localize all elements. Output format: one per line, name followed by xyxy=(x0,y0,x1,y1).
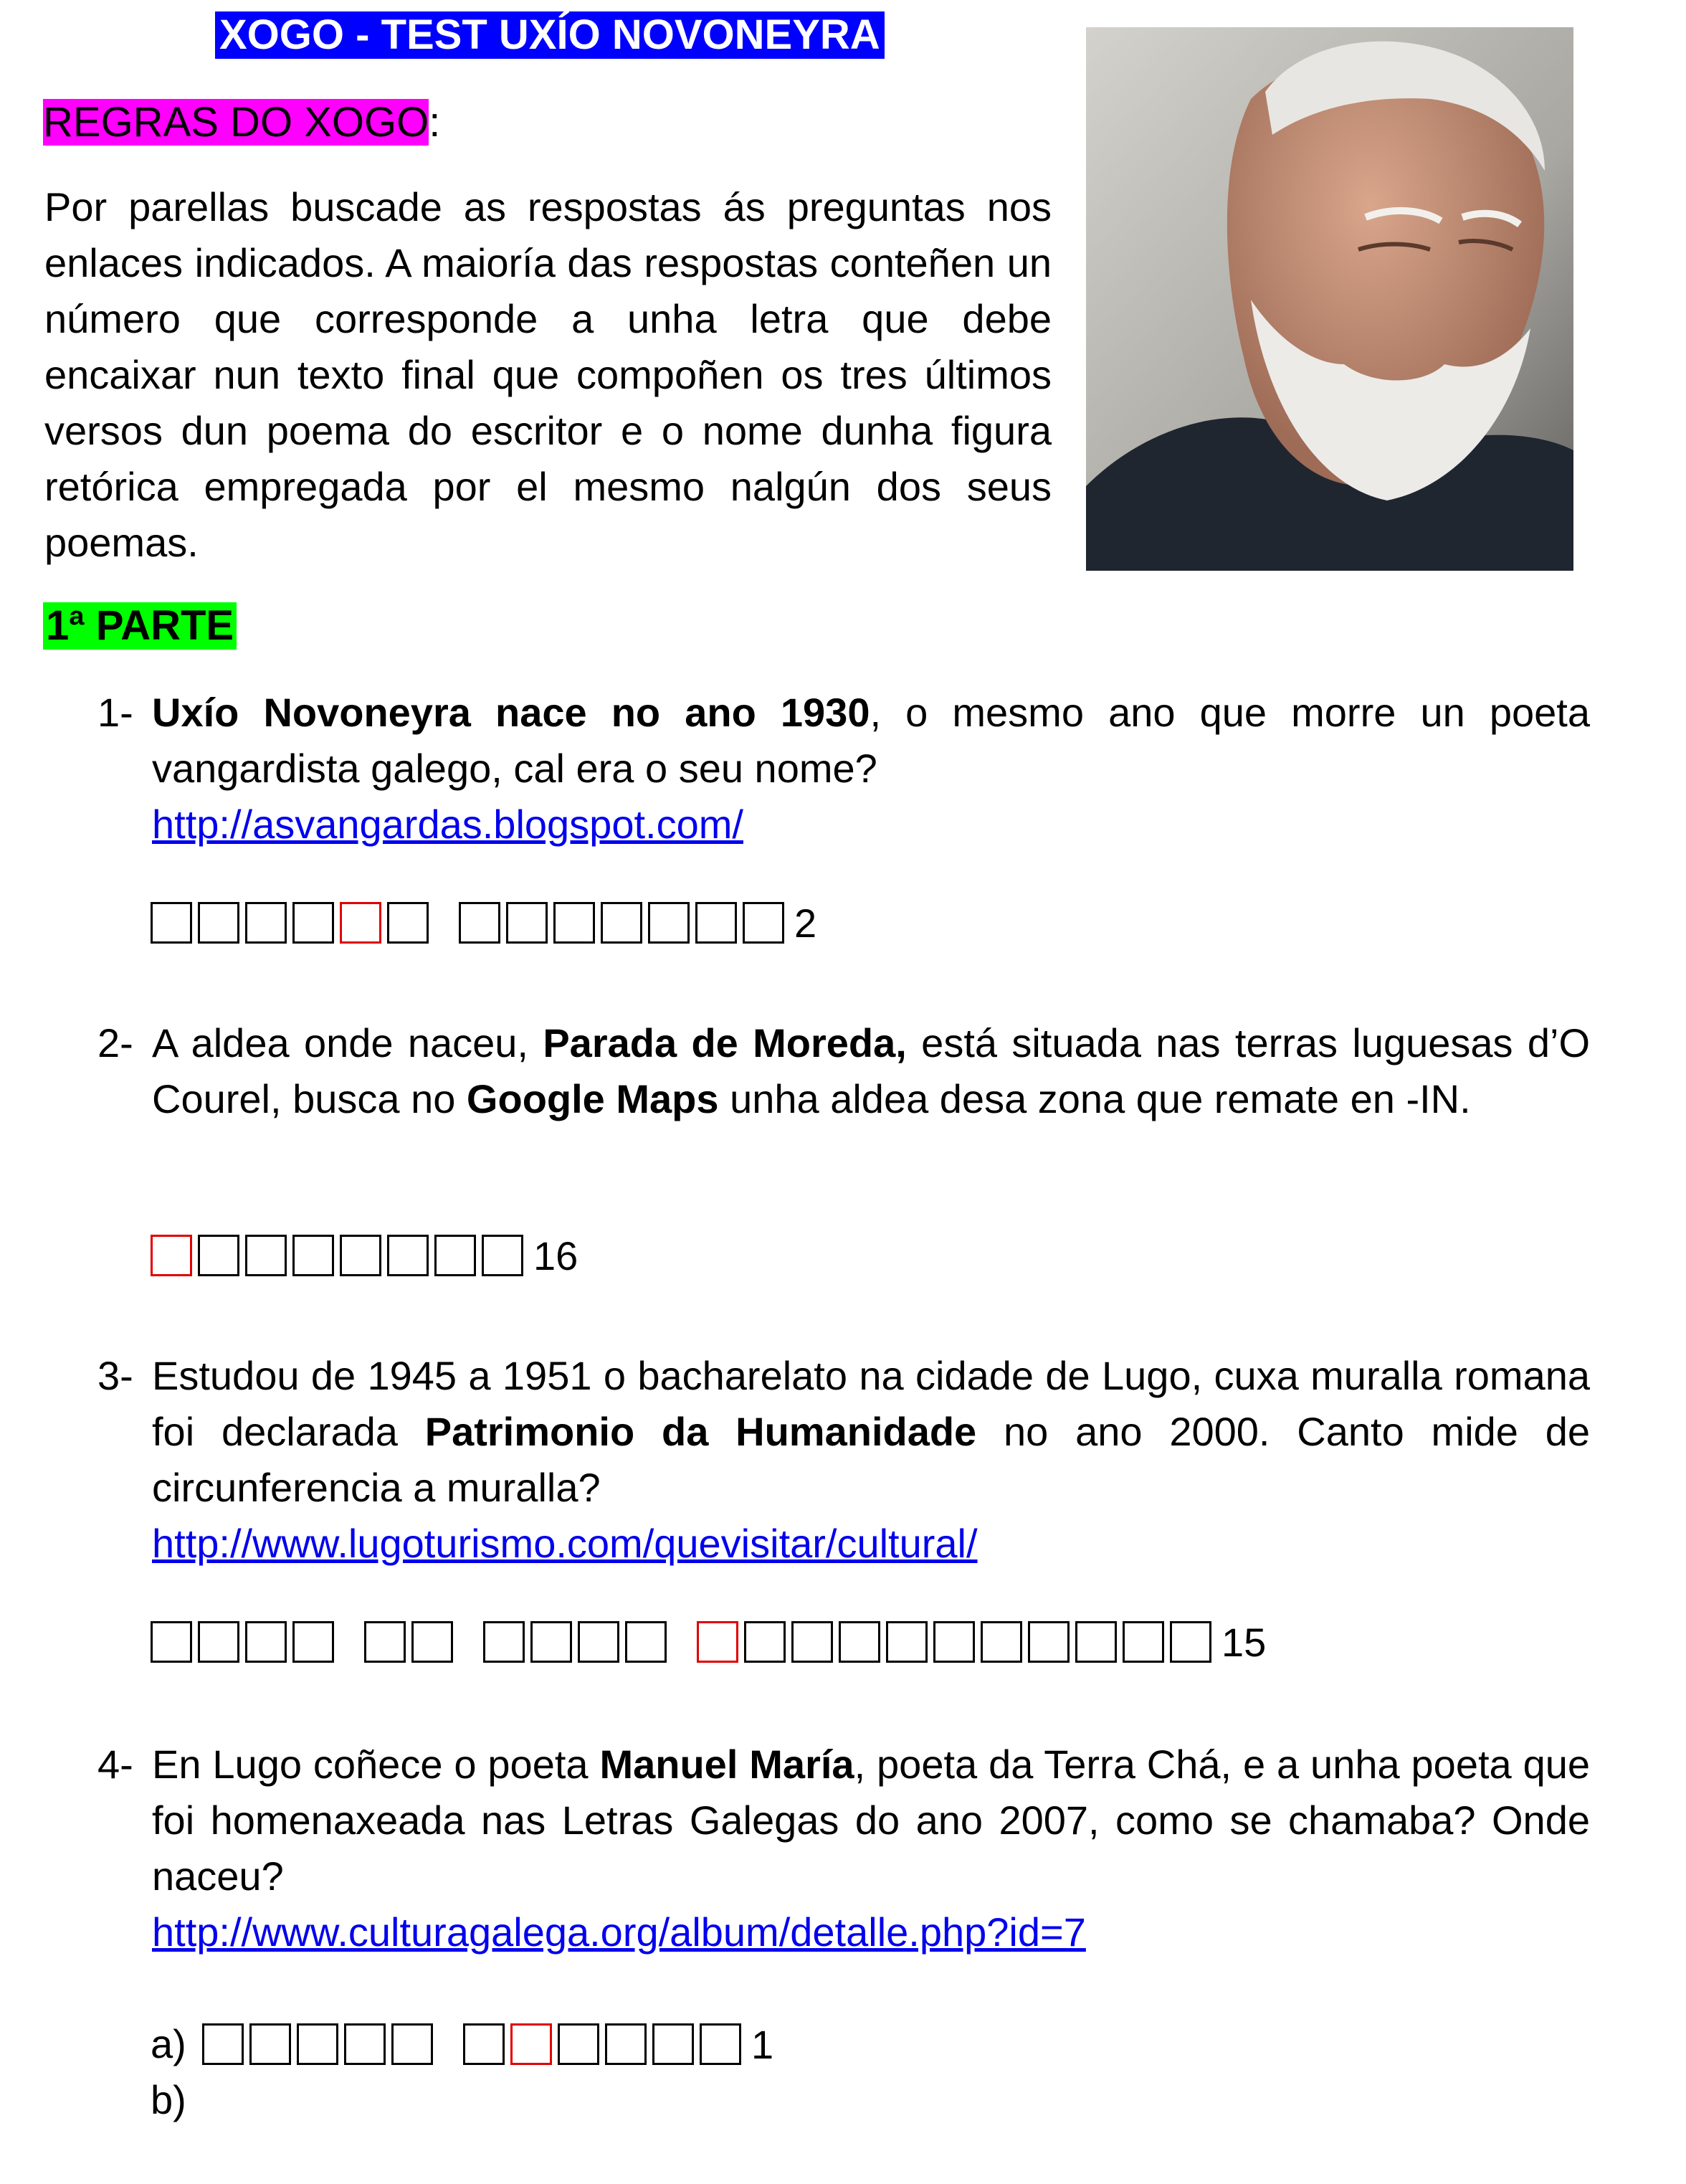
letter-box[interactable] xyxy=(839,1621,880,1663)
letter-box[interactable] xyxy=(198,902,239,944)
letter-box[interactable] xyxy=(482,1235,523,1276)
letter-box[interactable] xyxy=(364,1621,406,1663)
letter-box[interactable] xyxy=(387,902,429,944)
question-body: , o mesmo ano que morre un poeta vangardista galego, cal era o seu nome? xyxy=(152,690,1590,791)
author-photo xyxy=(1086,27,1573,571)
page-title: XOGO - TEST UXÍO NOVONEYRA xyxy=(215,11,885,59)
answer-number: 16 xyxy=(533,1233,578,1278)
letter-box[interactable] xyxy=(530,1621,572,1663)
letter-box[interactable] xyxy=(553,902,595,944)
question-bold: Uxío Novoneyra nace no ano 1930 xyxy=(152,690,870,735)
question-bold: Parada de Moreda, xyxy=(543,1020,907,1065)
question-1 xyxy=(97,685,1590,853)
question-body: Estudou de 1945 a 1951 o bacharelato na cidade de Lugo, cuxa muralla romana foi declarada xyxy=(152,1353,1590,1454)
letter-box[interactable] xyxy=(744,1621,786,1663)
letter-box[interactable] xyxy=(387,1235,429,1276)
letter-box[interactable] xyxy=(695,902,737,944)
letter-box[interactable] xyxy=(743,902,784,944)
letter-box[interactable] xyxy=(652,2023,694,2065)
question-number: 4- xyxy=(97,1742,133,1787)
question-link[interactable]: http://www.culturagalega.org/album/detalle.php?id=7 xyxy=(152,1909,1086,1955)
letter-box[interactable] xyxy=(434,1235,476,1276)
answer-boxes-1 xyxy=(151,898,816,947)
question-body: , poeta da Terra Chá, e a unha poeta que foi homenaxeada nas Letras Galegas do ano 2007, como se chamaba? Onde naceu? xyxy=(152,1742,1591,1899)
letter-box[interactable] xyxy=(700,2023,741,2065)
question-bold: Manuel María xyxy=(599,1742,854,1787)
letter-box[interactable] xyxy=(344,2023,386,2065)
rules-heading-line xyxy=(43,99,440,146)
question-body: unha aldea desa zona que remate en -IN. xyxy=(718,1076,1471,1121)
letter-box[interactable] xyxy=(245,1621,287,1663)
letter-box[interactable] xyxy=(1170,1621,1211,1663)
answer-number: 1 xyxy=(751,2021,774,2067)
letter-box[interactable] xyxy=(463,2023,505,2065)
question-text xyxy=(152,685,1590,853)
part-label: 1ª PARTE xyxy=(43,602,237,650)
letter-box[interactable] xyxy=(391,2023,433,2065)
question-body: está situada nas terras luguesas d’O Courel, busca no xyxy=(152,1020,1590,1121)
letter-box[interactable] xyxy=(459,902,500,944)
letter-box[interactable] xyxy=(791,1621,833,1663)
question-bold: Google Maps xyxy=(466,1076,719,1121)
question-4 xyxy=(97,1737,1590,1960)
sub-label-b: b) xyxy=(151,2077,186,2122)
letter-box[interactable] xyxy=(558,2023,599,2065)
question-3 xyxy=(97,1348,1590,1572)
question-body: En Lugo coñece o poeta xyxy=(152,1742,600,1787)
question-text xyxy=(152,1348,1590,1572)
letter-box[interactable] xyxy=(202,2023,244,2065)
letter-box[interactable] xyxy=(1123,1621,1164,1663)
portrait-image xyxy=(1086,27,1573,571)
question-body: A aldea onde naceu, xyxy=(152,1020,543,1065)
letter-box[interactable] xyxy=(648,902,690,944)
letter-box[interactable] xyxy=(292,1235,334,1276)
question-2 xyxy=(97,1015,1590,1127)
question-number: 1- xyxy=(97,690,133,735)
letter-box[interactable] xyxy=(151,1621,192,1663)
question-body: no ano 2000. Canto mide de circunferencia a muralla? xyxy=(152,1409,1591,1510)
marked-letter-box[interactable] xyxy=(340,902,381,944)
letter-box[interactable] xyxy=(981,1621,1022,1663)
letter-box[interactable] xyxy=(506,902,548,944)
marked-letter-box[interactable] xyxy=(151,1235,192,1276)
letter-box[interactable] xyxy=(411,1621,453,1663)
answer-number: 2 xyxy=(794,900,817,946)
question-text xyxy=(152,1015,1590,1127)
question-bold: Patrimonio da Humanidade xyxy=(424,1409,977,1454)
marked-letter-box[interactable] xyxy=(697,1621,738,1663)
letter-box[interactable] xyxy=(1028,1621,1070,1663)
letter-box[interactable] xyxy=(483,1621,525,1663)
question-link[interactable]: http://www.lugoturismo.com/quevisitar/cultural/ xyxy=(152,1521,978,1566)
letter-box[interactable] xyxy=(151,902,192,944)
sub-label-a: a) xyxy=(151,2021,186,2066)
letter-box[interactable] xyxy=(292,1621,334,1663)
rules-colon: : xyxy=(429,99,441,146)
letter-box[interactable] xyxy=(245,1235,287,1276)
question-link[interactable]: http://asvangardas.blogspot.com/ xyxy=(152,802,743,847)
letter-box[interactable] xyxy=(340,1235,381,1276)
letter-box[interactable] xyxy=(625,1621,667,1663)
letter-box[interactable] xyxy=(292,902,334,944)
question-number: 3- xyxy=(97,1353,133,1398)
letter-box[interactable] xyxy=(578,1621,619,1663)
question-number: 2- xyxy=(97,1020,133,1065)
question-text xyxy=(152,1737,1590,1960)
letter-box[interactable] xyxy=(245,902,287,944)
letter-box[interactable] xyxy=(933,1621,975,1663)
answer-number: 15 xyxy=(1221,1619,1267,1665)
letter-box[interactable] xyxy=(297,2023,338,2065)
answer-boxes-3 xyxy=(151,1618,1266,1666)
answer-boxes-4a xyxy=(202,2020,773,2069)
rules-intro: Por parellas buscade as respostas ás preguntas nos enlaces indicados. A maioría das respostas conteñen un número que corresponde a unha letra que debe encaixar nun texto final que compoñen os tres últimos versos dun poema do escritor e o nome dunha figura retórica empregada por el mesmo nalgún dos seus poemas. xyxy=(44,184,1052,565)
letter-box[interactable] xyxy=(886,1621,928,1663)
letter-box[interactable] xyxy=(605,2023,647,2065)
rules-heading: REGRAS DO XOGO xyxy=(43,99,429,146)
marked-letter-box[interactable] xyxy=(510,2023,552,2065)
letter-box[interactable] xyxy=(198,1235,239,1276)
letter-box[interactable] xyxy=(1075,1621,1117,1663)
answer-boxes-2 xyxy=(151,1231,578,1280)
letter-box[interactable] xyxy=(601,902,642,944)
letter-box[interactable] xyxy=(198,1621,239,1663)
letter-box[interactable] xyxy=(249,2023,291,2065)
